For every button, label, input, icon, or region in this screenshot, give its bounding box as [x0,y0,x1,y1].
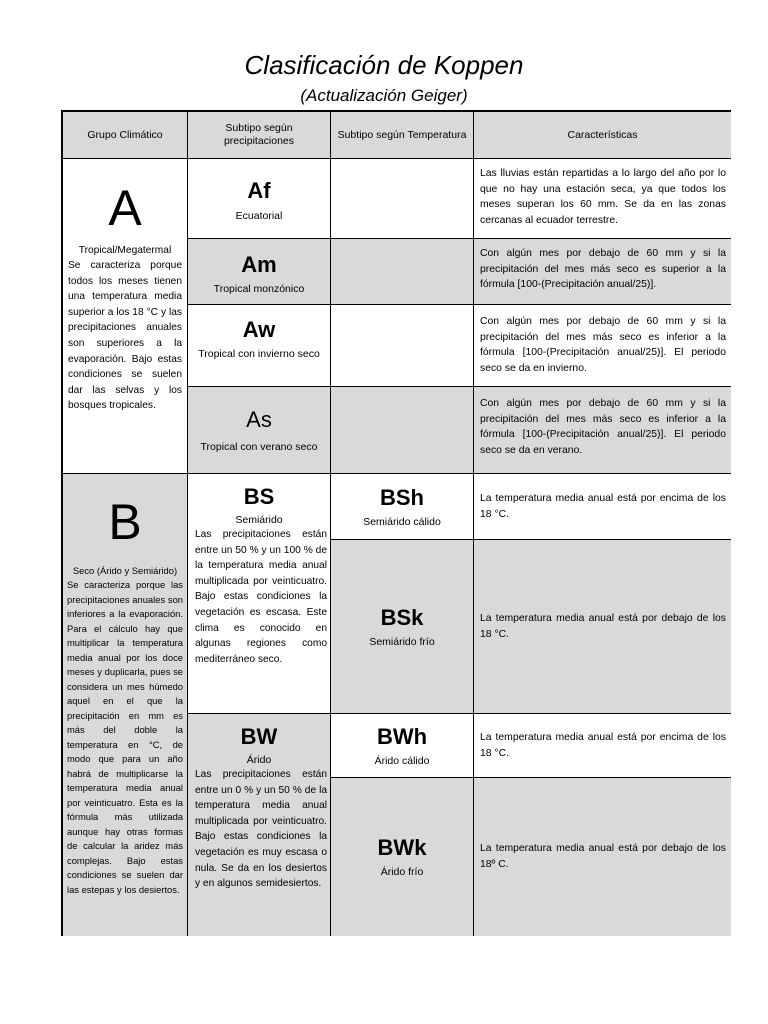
subtype-bsk [331,540,474,714]
chars-af: Las lluvias están repartidas a lo largo del año por lo que no hay una estación seca, ya que todos los meses superan los 60 mm. Se da en las zonas cercanas al ecuador terrestre. [474,159,731,239]
code-am: Am [241,252,277,277]
group-a-description: Se caracteriza porque todos los meses tienen una temperatura media superior a los 18 °C y las precipitaciones anuales son superiores a la evaporación. Bajo estas condiciones se suelen dar las selvas y los bosques tropicales. [68,260,182,412]
bs-description: Las precipitaciones están entre un 50 % y un 100 % de la temperatura media anual multiplicada por veinticuatro. Bajo estas condiciones la vegetación es escasa. Este clima es conocido en algunas regiones como mediterráneo seco. [195,529,327,665]
group-b-cell [63,474,188,936]
code-bsk: BSk [380,605,424,630]
header-temp: Subtipo según Temperatura [331,112,474,159]
temp-as-empty [331,387,474,474]
chars-bwk-text: La temperatura media anual está por debajo de los 18º C. [480,843,726,870]
code-bwk: BWk [377,835,427,860]
subtype-bs [188,474,331,714]
label-bsk: Semiárido frío [369,636,435,648]
temp-am-empty [331,239,474,305]
header-chars: Características [474,112,731,159]
chars-bwh-text: La temperatura media anual está por encima de los 18 °C. [480,731,726,759]
group-b-description: Se caracteriza porque las precipitaciones anuales son inferiores a la evaporación. Para el cálculo hay que multiplicar la temperatura media anual por los doce meses y duplicarla, pues se considera un mes húmedo aquel en el que la precipitación en mm es más del doble la temperatura en °C, de modo que para un año habrá de multiplicarse la temperatura media anual por veinticuatro. Esta es la fórmula más utilizada aunque hay otras formas de calcular la aridez más complejas. Bajo estas condiciones se suelen dar las estepas y los desiertos. [67,579,183,895]
chars-bsh [474,474,731,540]
label-am: Tropical monzónico [213,283,305,295]
header-precip: Subtipo según precipitaciones [188,112,331,159]
code-af: Af [247,178,271,203]
label-bwh: Árido cálido [374,755,430,767]
code-bwh: BWh [376,724,428,749]
subtype-bwh [331,714,474,778]
chars-am: Con algún mes por debajo de 60 mm y si la precipitación del mes más seco es superior a la fórmula [100-(Precipitación anual/25)]. [474,239,731,305]
label-bwk: Árido frío [380,866,424,878]
group-a-name: Tropical/Megatermal [78,245,172,256]
label-bsh: Semiárido cálido [363,516,441,528]
chars-bwh [474,714,731,778]
subtype-bw [188,714,331,936]
label-af: Ecuatorial [235,210,283,222]
code-bw: BW [240,724,278,749]
page-subtitle: (Actualización Geiger) [300,86,468,105]
temp-aw-empty [331,305,474,387]
subtype-af [188,159,331,239]
code-bs: BS [243,484,275,509]
chars-bsk-text: La temperatura media anual está por debajo de los 18 °C. [480,612,726,640]
chars-bwk [474,778,731,936]
chars-aw: Con algún mes por debajo de 60 mm y si la precipitación del mes más seco es inferior a la fórmula [100-(Precipitación anual/25)]. El periodo seco se da en invierno. [474,305,731,387]
koppen-table [61,110,731,936]
subtype-am [188,239,331,305]
subtype-aw [188,305,331,387]
code-aw: Aw [242,317,276,342]
group-b-letter: B [108,494,142,550]
chars-bsh-text: La temperatura media anual está por encima de los 18 °C. [480,492,726,520]
label-bs: Semiárido [235,514,283,526]
temp-af-empty [331,159,474,239]
code-as: As [246,407,272,432]
group-a-letter: A [108,180,142,236]
chars-as: Con algún mes por debajo de 60 mm y si la precipitación del mes más seco es inferior a la fórmula [100-(Precipitación anual/25)]. El periodo seco se da en verano. [474,387,731,474]
subtype-as [188,387,331,474]
code-bsh: BSh [380,485,424,510]
label-bw: Árido [246,754,272,766]
header-group: Grupo Climático [63,112,188,159]
group-a-cell [63,159,188,474]
subtype-bsh [331,474,474,540]
page-title: Clasificación de Koppen [244,50,524,80]
label-as: Tropical con verano seco [200,441,318,453]
chars-bsk [474,540,731,714]
bw-description: Las precipitaciones están entre un 0 % y un 50 % de la temperatura media anual multiplicada por veinticuatro. Bajo estas condiciones la vegetación es muy escasa o nula. Se da en los desiertos y en algunos semidesiertos. [195,769,327,890]
group-b-name: Seco (Árido y Semiárido) [72,565,178,576]
label-aw: Tropical con invierno seco [198,348,320,360]
subtype-bwk [331,778,474,936]
